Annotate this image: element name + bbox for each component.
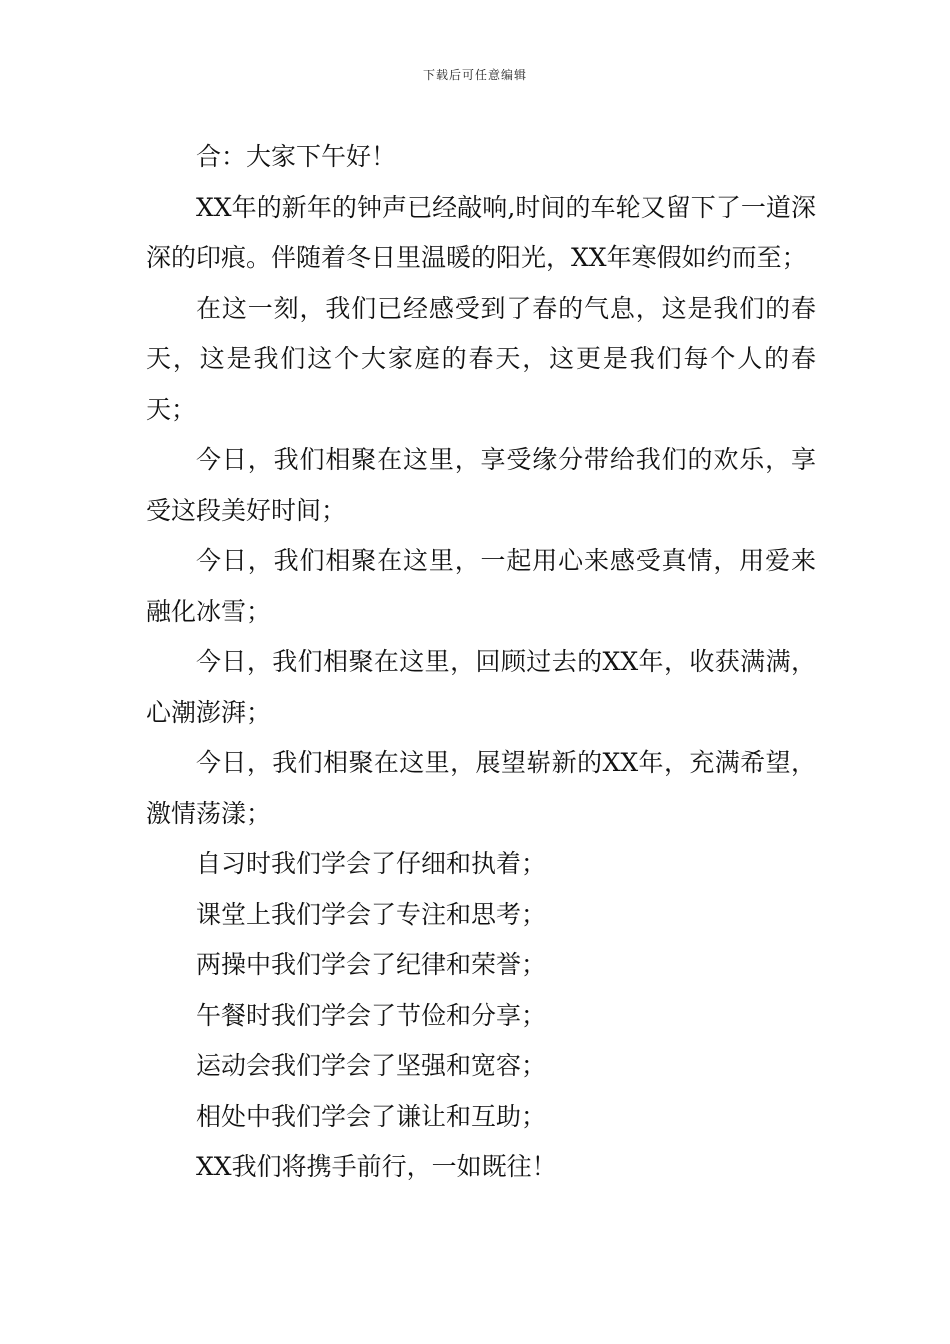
paragraph: 相处中我们学会了谦让和互助； (196, 1101, 547, 1131)
paragraph: 两操中我们学会了纪律和荣誉； (196, 950, 547, 979)
paragraph: 今日，我们相聚在这里，回顾过去的XX年，收获满满，心潮澎湃； (146, 647, 816, 727)
paragraph: 课堂上我们学会了专注和思考； (196, 899, 547, 929)
header-note: 下载后可任意编辑 (422, 68, 527, 82)
paragraph: XX年的新年的钟声已经敲响,时间的车轮又留下了一道深深的印痕。伴随着冬日里温暖的阳光，XX年寒假如约而至； (146, 192, 816, 272)
paragraph: 运动会我们学会了坚强和宽容； (196, 1051, 547, 1080)
paragraph: 在这一刻，我们已经感受到了春的气息，这是我们的春天，这是我们这个大家庭的春天，这更是我们每个人的春天； (146, 293, 816, 424)
paragraph: 自习时我们学会了仔细和执着； (196, 849, 547, 878)
greeting-paragraph: 合：大家下午好！ (196, 142, 397, 171)
paragraph: 今日，我们相聚在这里，展望崭新的XX年，充满希望，激情荡漾； (146, 748, 816, 828)
paragraph: 午餐时我们学会了节俭和分享； (196, 1000, 547, 1030)
paragraph: 今日，我们相聚在这里，享受缘分带给我们的欢乐，享受这段美好时间； (146, 445, 816, 525)
document-body (146, 132, 816, 1193)
closing-paragraph: XX我们将携手前行，一如既往！ (196, 1152, 557, 1181)
paragraph: 今日，我们相聚在这里，一起用心来感受真情，用爱来融化冰雪； (146, 546, 816, 626)
